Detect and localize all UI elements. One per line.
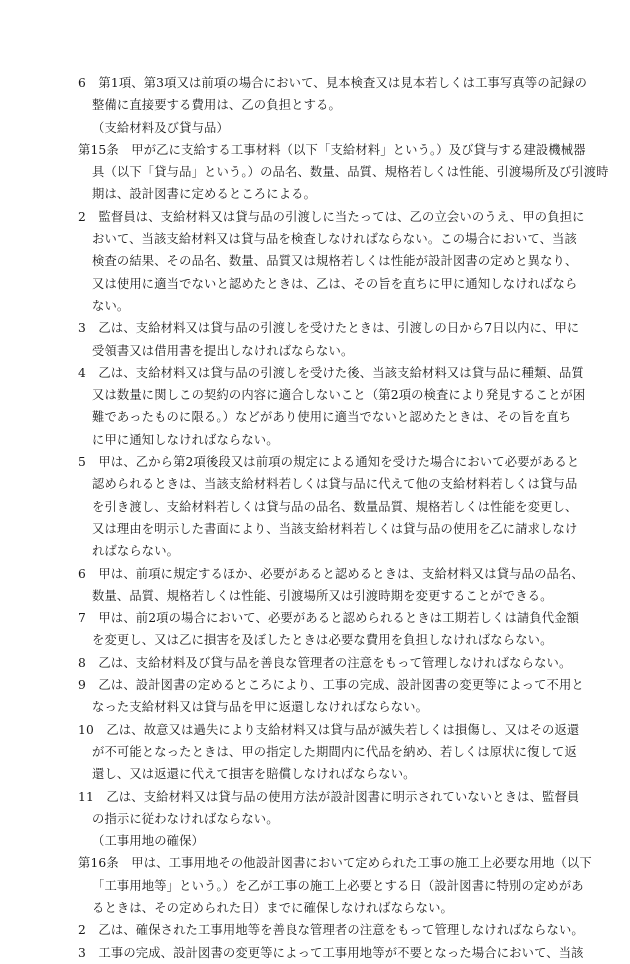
numbered-paragraph [0,206,630,317]
numbered-paragraph [0,652,630,674]
text-line: 10 乙は、故意又は過失により支給材料又は貸与品が滅失若しくは損傷し、又はその返還 [78,722,580,737]
text-line: 3 乙は、支給材料又は貸与品の引渡しを受けたときは、引渡しの日から7日以内に、甲に [78,321,580,336]
text-line: 還し、又は返還に代えて損害を賠償しなければならない。 [92,767,416,782]
text-line: 6 甲は、前項に規定するほか、必要があると認めるときは、支給材料又は貸与品の品名、 [78,566,584,581]
article-paragraph [0,852,630,919]
text-line: 9 乙は、設計図書の定めるところにより、工事の完成、設計図書の変更等によって不用と [78,678,584,693]
contract-text-body [0,72,630,964]
text-line: なった支給材料又は貸与品を甲に返還しなければならない。 [92,700,429,715]
text-line: 第15条 甲が乙に支給する工事材料（以下「支給材料」という。）及び貸与する建設機械器 [78,142,586,157]
text-line: ない。 [92,298,130,313]
numbered-paragraph [0,674,630,719]
text-line: を引き渡し、支給材料若しくは貸与品の品名、数量品質、規格若しくは性能を変更し、 [92,499,578,514]
text-line: 認められるときは、当該支給材料若しくは貸与品に代えて他の支給材料若しくは貸与品 [92,477,578,492]
text-line: に甲に通知しなければならない。 [92,432,279,447]
text-line: 又は使用に適当でないと認めたときは、乙は、その旨を直ちに甲に通知しなければなら [92,276,578,291]
text-line: 検査の結果、その品名、数量、品質又は規格若しくは性能が設計図書の定めと異なり、 [92,254,578,269]
numbered-paragraph [0,786,630,831]
text-line: 5 甲は、乙から第2項後段又は前項の規定による通知を受けた場合において必要があると [78,455,580,470]
text-line: 3 工事の完成、設計図書の変更等によって工事用地等が不要となった場合において、当該 [78,945,584,960]
numbered-paragraph [0,919,630,941]
text-line: 7 甲は、前2項の場合において、必要があると認められるときは工期若しくは請負代金額 [78,611,580,626]
text-line: （工事用地の確保） [92,834,205,849]
numbered-paragraph [0,362,630,451]
text-line: 具（以下「貸与品」という。）の品名、数量、品質、規格若しくは性能、引渡場所及び引渡時 [92,165,609,180]
text-line: 6 第1項、第3項又は前項の場合において、見本検査又は見本若しくは工事写真等の記録の [78,76,588,90]
text-line: るときは、その定められた日）までに確保しなければならない。 [92,900,453,915]
section-heading [0,117,630,139]
text-line: おいて、当該支給材料又は貸与品を検査しなければならない。この場合において、当該 [92,232,577,247]
article-paragraph [0,139,630,206]
text-line: 「工事用地等」という。）を乙が工事の施工上必要とする日（設計図書に特別の定めがあ [92,878,584,893]
numbered-paragraph [0,72,630,117]
section-heading [0,830,630,852]
text-line: 11 乙は、支給材料又は貸与品の使用方法が設計図書に明示されていないときは、監督員 [78,789,580,804]
text-line: 期は、設計図書に定めるところによる。 [92,187,317,202]
numbered-paragraph [0,942,630,964]
text-line: を変更し、又は乙に損害を及ぼしたときは必要な費用を負担しなければならない。 [92,633,553,648]
text-line: 難であったものに限る。）などがあり使用に適当でないと認めたときは、その旨を直ち [92,410,572,425]
numbered-paragraph [0,719,630,786]
text-line: （支給材料及び貸与品） [92,120,229,135]
text-line: 数量、品質、規格若しくは性能、引渡場所又は引渡時期を変更することができる。 [92,588,553,603]
numbered-paragraph [0,607,630,652]
text-line: 8 乙は、支給材料及び貸与品を善良な管理者の注意をもって管理しなければならない。 [78,655,572,670]
text-line: 受領書又は借用書を提出しなければならない。 [92,343,354,358]
text-line: の指示に従わなければならない。 [92,811,279,826]
text-line: 整備に直接要する費用は、乙の負担とする。 [92,98,341,113]
numbered-paragraph [0,317,630,362]
text-line: 第16条 甲は、工事用地その他設計図書において定められた工事の施工上必要な用地（以下 [78,856,592,871]
text-line: 2 監督員は、支給材料又は貸与品の引渡しに当たっては、乙の立会いのうえ、甲の負担に [78,209,585,224]
text-line: が不可能となったときは、甲の指定した期間内に代品を納め、若しくは原状に復して返 [92,744,577,759]
text-line: 4 乙は、支給材料又は貸与品の引渡しを受けた後、当該支給材料又は貸与品に種類、品質 [78,365,584,380]
text-line: ればならない。 [92,544,180,559]
numbered-paragraph [0,563,630,608]
text-line: 2 乙は、確保された工事用地等を善良な管理者の注意をもって管理しなければならない。 [78,923,584,938]
numbered-paragraph [0,451,630,562]
text-line: 又は数量に関しこの契約の内容に適合しないこと（第2項の検査により発見することが困 [92,388,586,403]
text-line: 又は理由を明示した書面により、当該支給材料若しくは貸与品の使用を乙に請求しなけ [92,521,578,536]
